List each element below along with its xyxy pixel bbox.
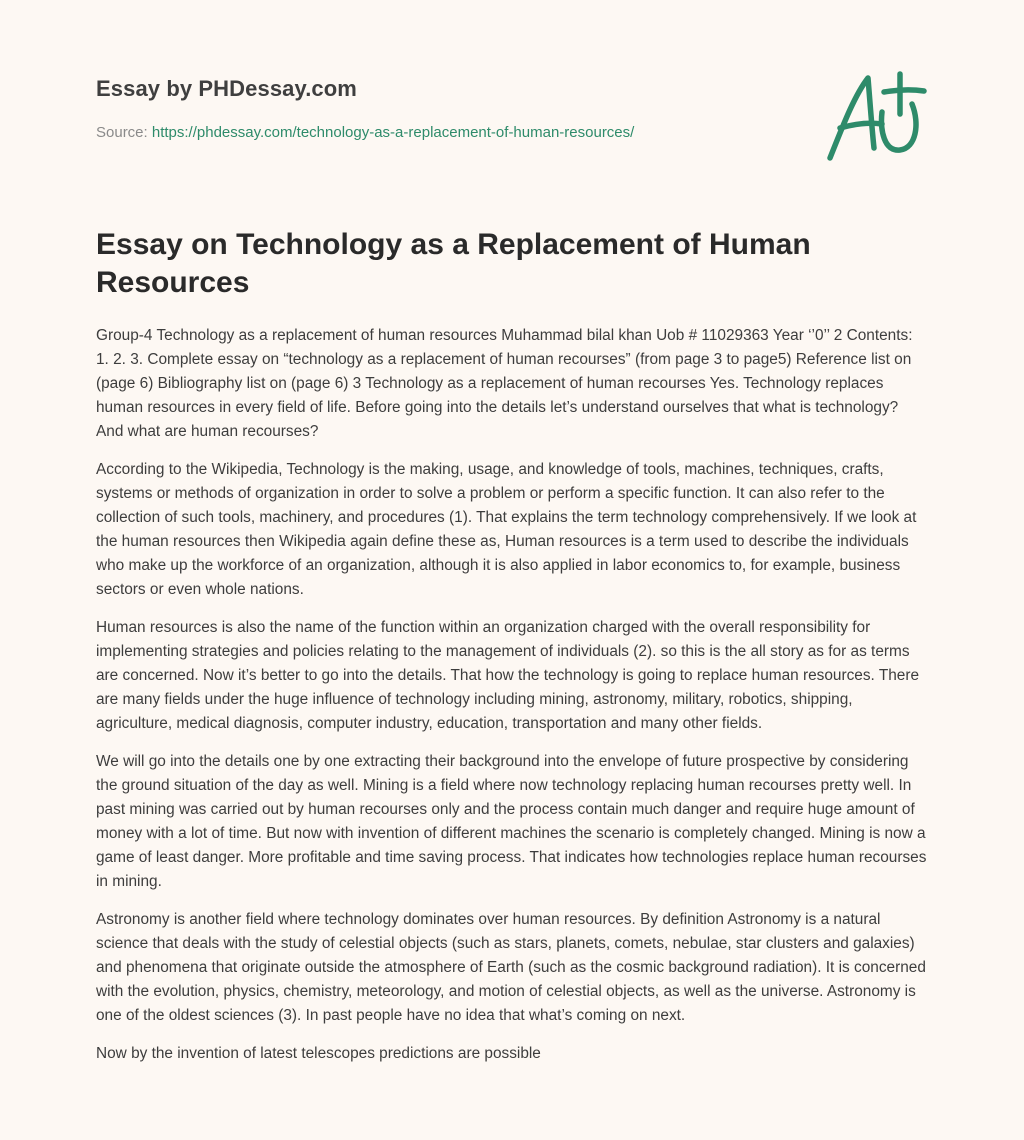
source-label: Source: xyxy=(96,124,148,141)
a-plus-logo-icon xyxy=(820,68,930,164)
essay-paragraph: We will go into the details one by one extracting their background into the envelope of future prospective by considering the ground situation of the day as well. Mining is a field where now technology replacing human recourses pretty well. In past mining was carried out by human recourses only and the process contain much danger and require huge amount of money with a lot of time. But now with invention of different machines the scenario is completely changed. Mining is now a game of least danger. More profitable and time saving process. That indicates how technologies replace human recourses in mining. xyxy=(96,753,927,890)
essay-body xyxy=(96,324,928,1080)
essay-paragraph: Human resources is also the name of the function within an organization charged with the overall responsibility for implementing strategies and policies relating to the management of individuals (2). so this is the all story as for as terms are concerned. Now it’s better to go into the details. That how the technology is going to replace human resources. There are many fields under the huge influence of technology including mining, astronomy, military, robotics, shipping, agriculture, medical diagnosis, computer industry, education, transportation and many other fields. xyxy=(96,619,920,732)
essay-paragraph: Astronomy is another field where technology dominates over human resources. By definition Astronomy is a natural science that deals with the study of celestial objects (such as stars, planets, comets, nebulae, star clusters and galaxies) and phenomena that originate outside the atmosphere of Earth (such as the cosmic background radiation). It is concerned with the evolution, physics, chemistry, meteorology, and motion of celestial objects, as well as the universe. Astronomy is one of the oldest sciences (3). In past people have no idea that what’s coming on next. xyxy=(96,911,926,1024)
essay-title: Essay on Technology as a Replacement of Human Resources xyxy=(96,228,811,299)
source-line xyxy=(96,124,634,141)
essay-paragraph: Now by the invention of latest telescopes predictions are possible xyxy=(96,1045,541,1062)
essay-paragraph: Group-4 Technology as a replacement of human resources Muhammad bilal khan Uob # 11029363 Year ‘’0’’ 2 Contents: 1. 2. 3. Complete essay on “technology as a replacement of human recourses” (from page 3 to page5) Reference list on (page 6) Bibliography list on (page 6) 3 Technology as a replacement of human recourses Yes. Technology replaces human resources in every field of life. Before going into the details let’s understand ourselves that what is technology? And what are human recourses? xyxy=(96,327,913,440)
site-brand: Essay by PHDessay.com xyxy=(96,76,357,101)
source-link[interactable]: https://phdessay.com/technology-as-a-replacement-of-human-resources/ xyxy=(151,124,635,141)
essay-paragraph: According to the Wikipedia, Technology is the making, usage, and knowledge of tools, machines, techniques, crafts, systems or methods of organization in order to solve a problem or perform a specific function. It can also refer to the collection of such tools, machinery, and procedures (1). That explains the term technology comprehensively. If we look at the human resources then Wikipedia again define these as, Human resources is a term used to describe the individuals who make up the workforce of an organization, although it is also applied in labor economics to, for example, business sectors or even whole nations. xyxy=(96,461,917,598)
